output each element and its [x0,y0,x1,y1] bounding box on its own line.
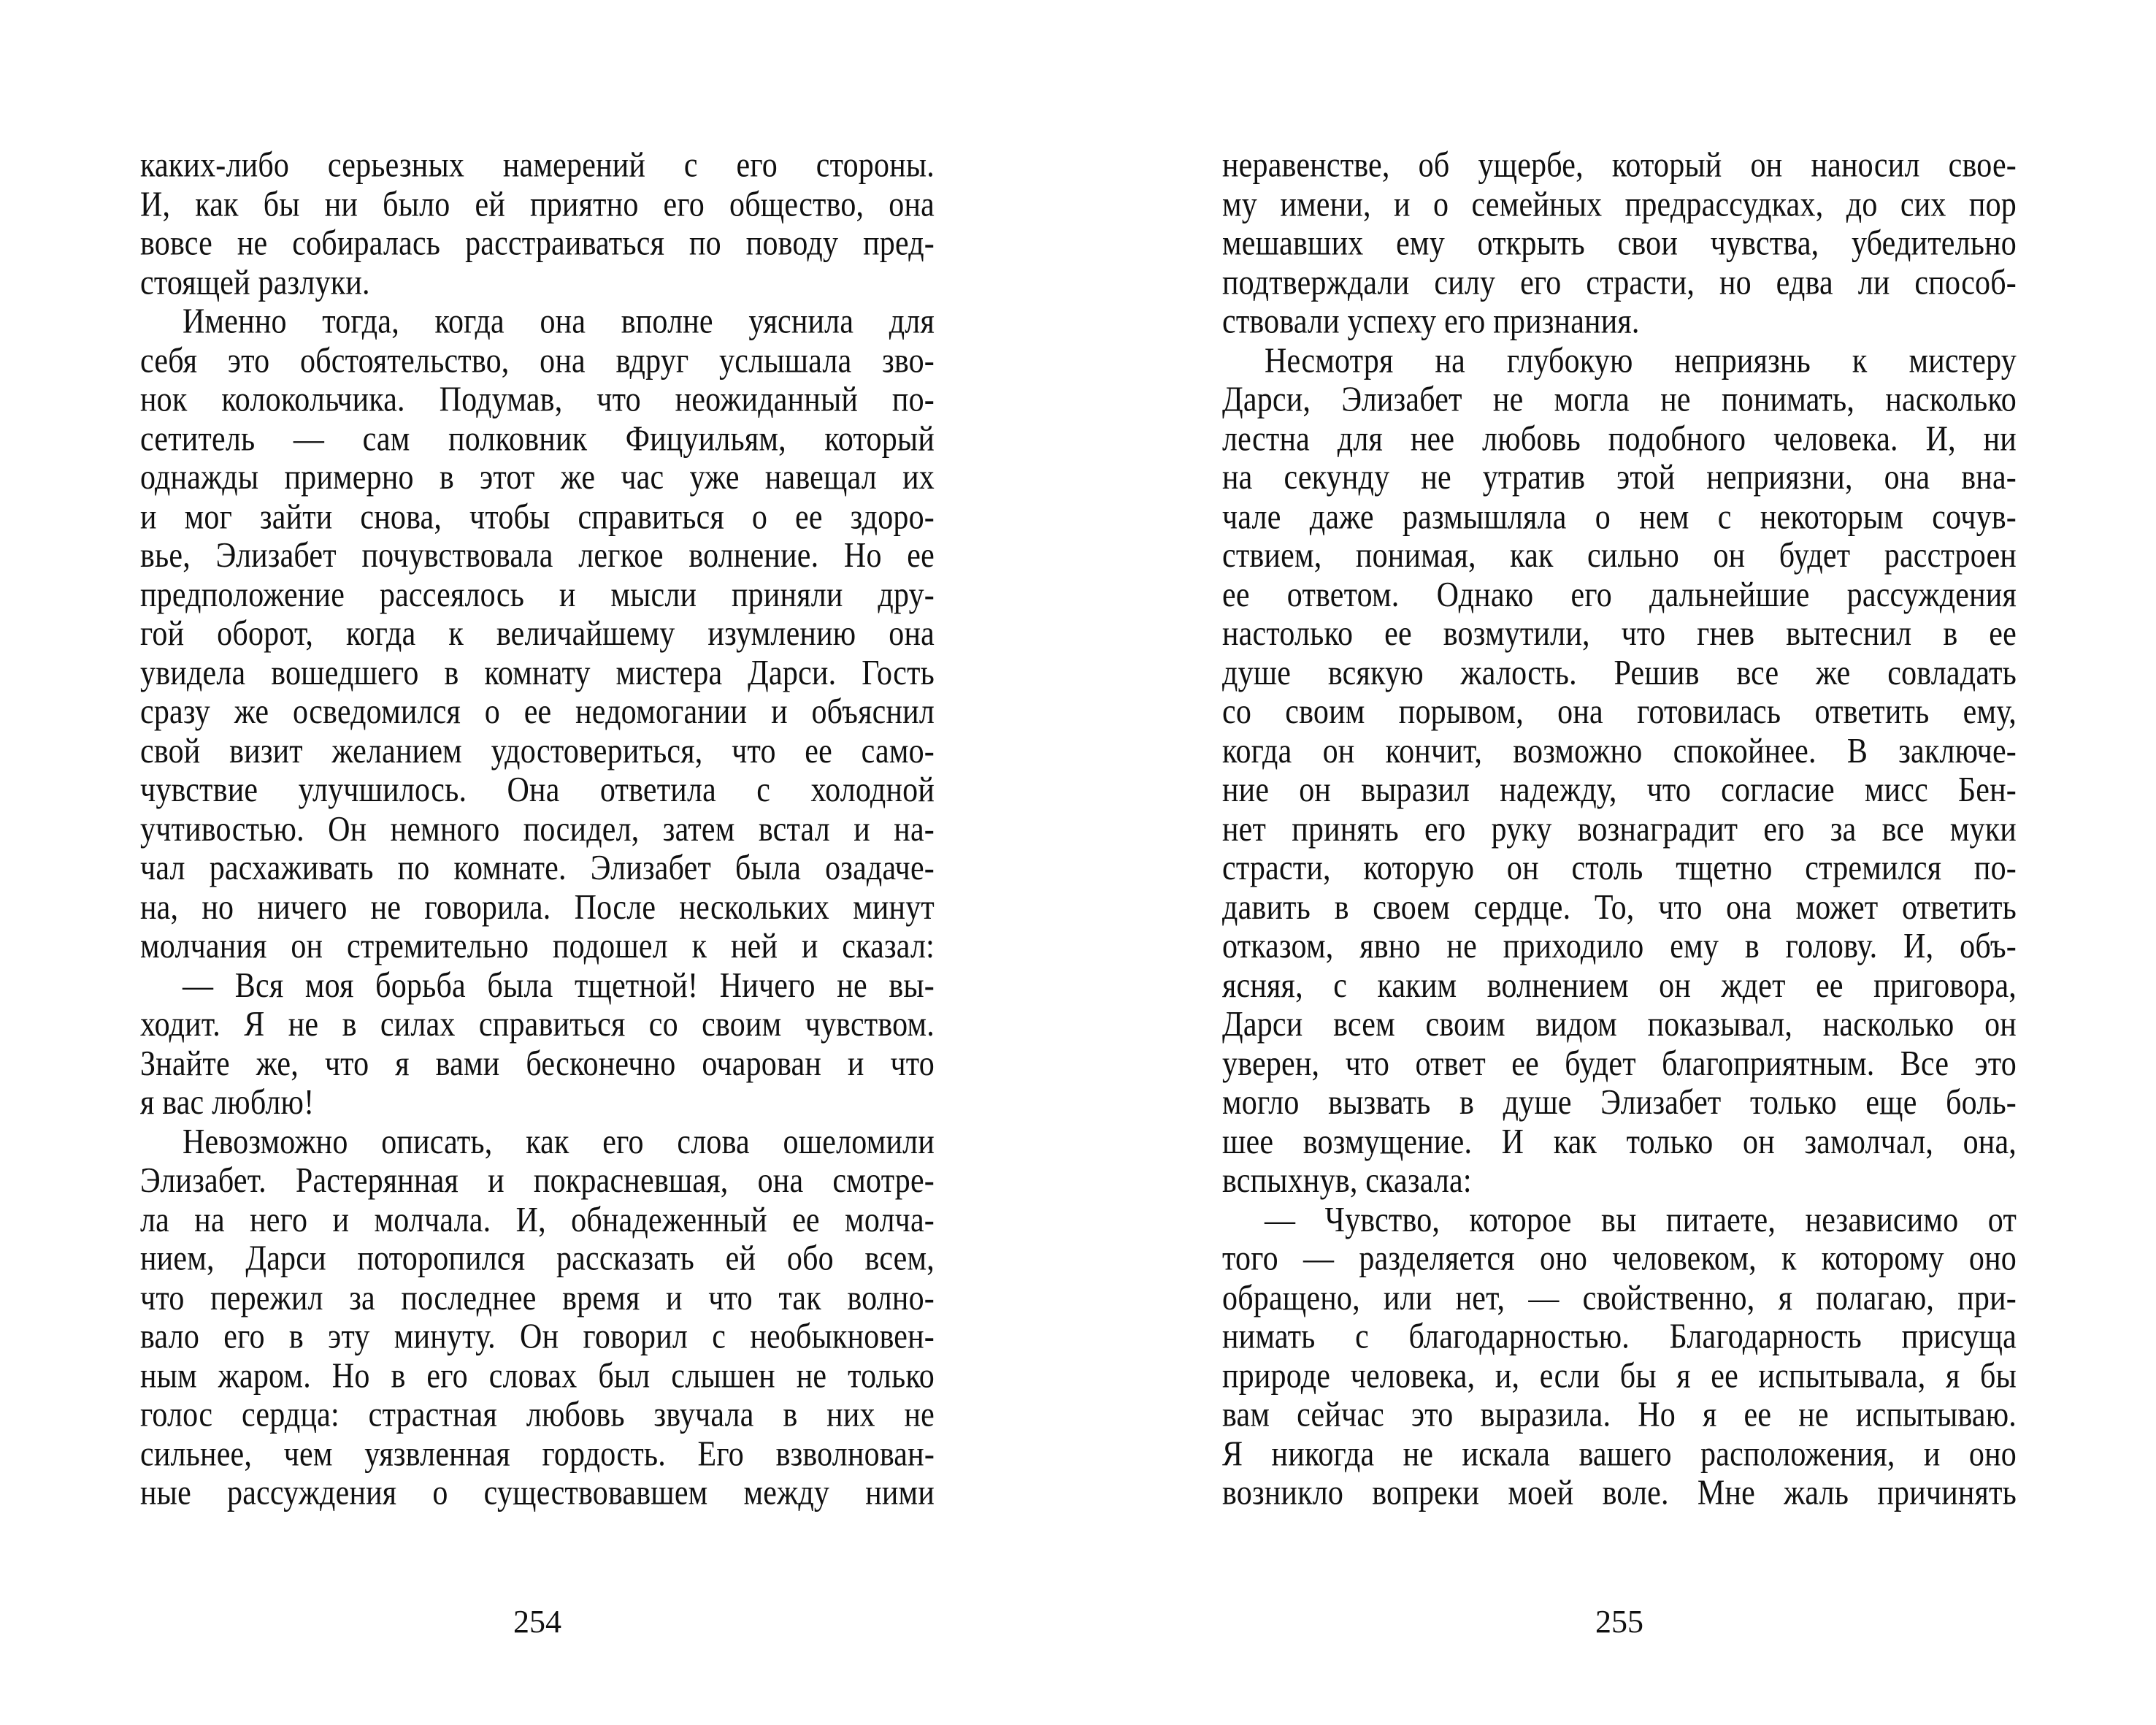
text-line: нием, Дарси поторопился рассказать ей обо всем, [140,1239,935,1279]
page-number-left: 254 [513,1604,561,1640]
text-line: обращено, или нет, — свойственно, я полагаю, при- [1222,1278,2017,1317]
text-line: могло вызвать в душе Элизабет только еще боль- [1222,1083,2017,1122]
text-line: ные рассуждения о существовавшем между ними [140,1474,935,1513]
text-line: нимать с благодарностью. Благодарность присуща [1222,1317,2017,1357]
text-line: страсти, которую он столь тщетно стремился по- [1222,849,2017,888]
text-line: вало его в эту минуту. Он говорил с необыкновен- [140,1317,935,1357]
text-line: чал расхаживать по комнате. Элизабет была озадаче- [140,849,935,888]
text-line: ствовали успеху его признания. [1222,302,1640,341]
text-line: настолько ее возмутили, что гнев вытеснил в ее [1222,614,2017,654]
text-line: себя это обстоятельство, она вдруг услышала зво- [140,341,935,380]
text-line: неравенстве, об ущербе, который он наносил свое- [1222,146,2017,185]
text-line: Элизабет. Растерянная и покрасневшая, она смотре- [140,1161,935,1201]
text-line: подтверждали силу его страсти, но едва ли способ- [1222,263,2017,302]
page-number-right: 255 [1595,1604,1643,1640]
text-line: природе человека, и, если бы я ее испытывала, я бы [1222,1356,2017,1396]
text-line: вье, Элизабет почувствовала легкое волнение. Но ее [140,536,935,575]
text-line: душе всякую жалость. Решив все же совладать [1222,654,2017,693]
text-line: гой оборот, когда к величайшему изумлению она [140,614,935,654]
text-line: Несмотря на глубокую неприязнь к мистеру [1265,341,2017,380]
text-line: ствием, понимая, как сильно он будет расстроен [1222,536,2017,575]
text-line: ным жаром. Но в его словах был слышен не только [140,1356,935,1396]
text-line: сразу же осведомился о ее недомогании и объяснил [140,692,935,732]
text-line: молчания он стремительно подошел к ней и сказал: [140,927,935,966]
text-line: со своим порывом, она готовилась ответить ему, [1222,692,2017,732]
text-line: ла на него и молчала. И, обнадеженный ее молча- [140,1200,935,1239]
text-line: я вас люблю! [140,1083,315,1122]
text-line: когда он кончит, возможно спокойнее. В заключе- [1222,732,2017,771]
text-line: свой визит желанием удостовериться, что ее само- [140,732,935,771]
text-line: ние он выразил надежду, что согласие мисс Бен- [1222,770,2017,810]
page-left-text-block [140,146,935,1513]
text-line: голос сердца: страстная любовь звучала в них не [140,1396,935,1435]
text-line: вам сейчас это выразила. Но я ее не испытываю. [1222,1396,2017,1435]
text-line: давить в своем сердце. То, что она может ответить [1222,888,2017,927]
text-line: мешавших ему открыть свои чувства, убедительно [1222,223,2017,263]
text-line: — Вся моя борьба была тщетной! Ничего не вы- [183,965,935,1005]
text-line: Дарси, Элизабет не могла не понимать, насколько [1222,380,2017,419]
text-line: сильнее, чем уязвленная гордость. Его взволнован- [140,1434,935,1474]
text-line: Я никогда не искала вашего расположения, и оно [1222,1434,2017,1474]
text-line: чувствие улучшилось. Она ответила с холодной [140,770,935,810]
text-line: увидела вошедшего в комнату мистера Дарси. Гость [140,654,935,693]
page-right-text-block [1222,146,2017,1513]
text-line: стоящей разлуки. [140,263,370,302]
text-line: — Чувство, которое вы питаете, независимо от [1265,1200,2017,1239]
text-line: Дарси всем своим видом показывал, насколько он [1222,1005,2017,1044]
text-line: отказом, явно не приходило ему в голову. И, объ- [1222,927,2017,966]
text-line: чале даже размышляла о нем с некоторым сочув- [1222,497,2017,537]
text-line: предположение рассеялось и мысли приняли дру- [140,575,935,615]
text-line: вспыхнув, сказала: [1222,1161,1472,1201]
text-line: ходит. Я не в силах справиться со своим чувством. [140,1005,935,1044]
text-line: учтивостью. Он немного посидел, затем встал и на- [140,810,935,849]
text-line: ясняя, с каким волнением он ждет ее приговора, [1222,965,2017,1005]
text-line: возникло вопреки моей воле. Мне жаль причинять [1222,1474,2017,1513]
text-line: сетитель — сам полковник Фицуильям, который [140,419,935,459]
text-line: ее ответом. Однако его дальнейшие рассуждения [1222,575,2017,615]
text-line: того — разделяется оно человеком, к которому оно [1222,1239,2017,1279]
text-line: что пережил за последнее время и что так волно- [140,1278,935,1317]
text-line: вовсе не собиралась расстраиваться по поводу пред- [140,223,935,263]
text-line: на, но ничего не говорила. После нескольких минут [140,888,935,927]
text-line: шее возмущение. И как только он замолчал, она, [1222,1122,2017,1161]
text-line: Невозможно описать, как его слова ошеломили [183,1122,935,1161]
text-line: каких-либо серьезных намерений с его стороны. [140,146,935,185]
text-line: Знайте же, что я вами бесконечно очарован и что [140,1044,935,1083]
text-line: нок колокольчика. Подумав, что неожиданный по- [140,380,935,419]
text-line: нет принять его руку вознаградит его за все муки [1222,810,2017,849]
text-line: и мог зайти снова, чтобы справиться о ее здоро- [140,497,935,537]
text-line: лестна для нее любовь подобного человека. И, ни [1222,419,2017,459]
text-line: Именно тогда, когда она вполне уяснила для [183,302,935,341]
text-line: И, как бы ни было ей приятно его общество, она [140,185,935,224]
text-line: однажды примерно в этот же час уже навещал их [140,458,935,497]
text-line: на секунду не утратив этой неприязни, она вна- [1222,458,2017,497]
text-line: уверен, что ответ ее будет благоприятным. Все это [1222,1044,2017,1083]
text-line: му имени, и о семейных предрассудках, до сих пор [1222,185,2017,224]
